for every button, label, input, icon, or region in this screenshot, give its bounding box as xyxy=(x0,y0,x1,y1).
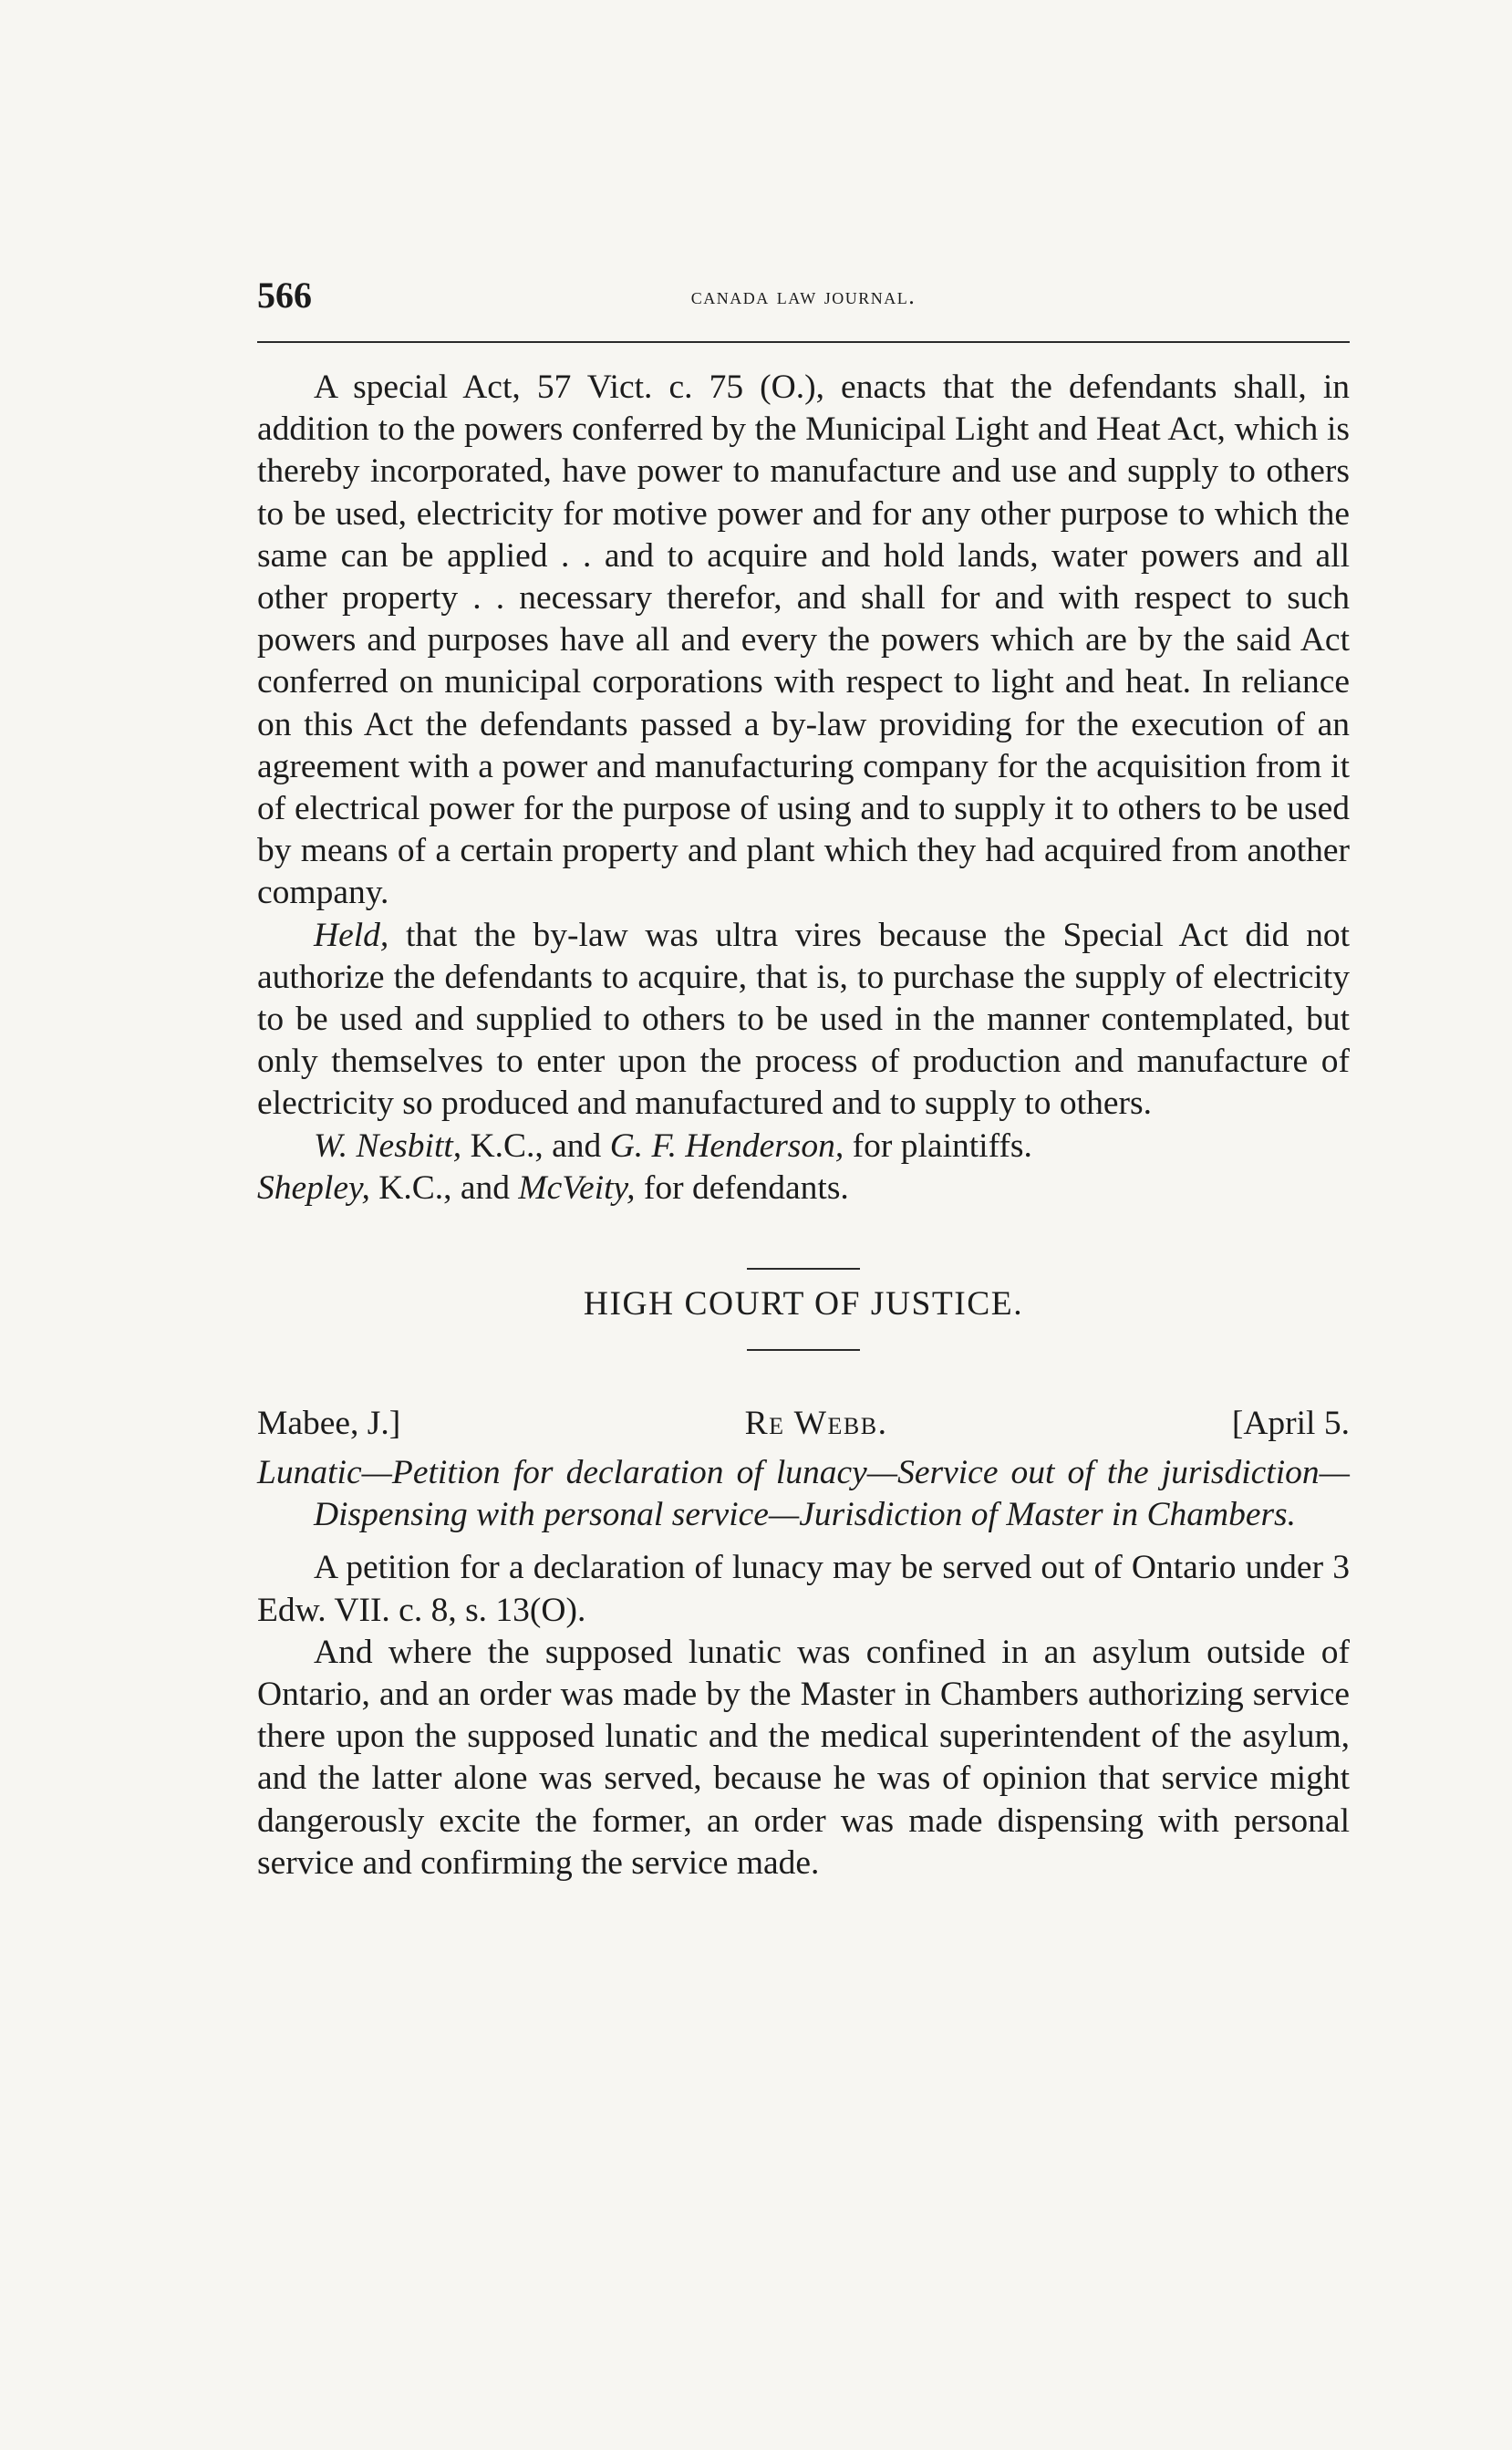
counsel-name: Shepley, xyxy=(257,1168,370,1207)
case-one-holding xyxy=(257,915,1350,1126)
case-two xyxy=(257,1404,1350,1884)
held-text: that the by-law was ultra vires because the Special Act did not authorize the defendants to acquire, that is, to purchase the supply of electricity to be used and supplied to others to be used in the manner contemplated, but only themselves to enter upon the process of production and manufacture of electricity so produced and manufactured and to supply to others. xyxy=(257,916,1350,1123)
case-one-facts: A special Act, 57 Vict. c. 75 (O.), enacts that the defendants shall, in addition to the powers conferred by the Municipal Light and Heat Act, which is thereby incorporated, have power to manufacture and use and supply to others to be used, electricity for motive power and for any other purpose to which the same can be applied . . and to acquire and hold lands, water powers and all other property . . necessary therefor, and shall for and with respect to such powers and purposes have all and every the powers which are by the said Act conferred on municipal corporations with respect to light and heat. In reliance on this Act the defendants passed a by-law providing for the execution of an agreement with a power and manufacturing company for the acquisition from it of electrical power for the purpose of using and to supply it to others to be used by means of a certain property and plant which they had acquired from another company. xyxy=(257,369,1350,912)
case-two-paragraph-two: And where the supposed lunatic was confined in an asylum outside of Ontario, and an order was made by the Master in Chambers authorizing service there upon the supposed lunatic and the medical superintendent of the asylum, and the latter alone was served, because he was of opinion that service might dangerously excite the former, an order was made dispensing with personal service and confirming the service made. xyxy=(257,1633,1350,1882)
section-heading: HIGH COURT OF JUSTICE. xyxy=(583,1285,1024,1324)
counsel-defendants xyxy=(257,1168,1350,1209)
page-number: 566 xyxy=(257,275,312,316)
counsel-joiner: K.C., and xyxy=(369,1168,519,1207)
case-headnote: Lunatic—Petition for declaration of lunacy—Service out of the jurisdiction—Dispensing with personal service—Jurisdiction of Master in Chambers. xyxy=(257,1454,1350,1534)
header-rule xyxy=(257,341,1350,343)
case-one xyxy=(257,367,1350,1209)
judge-name: Mabee, J.] xyxy=(257,1405,401,1443)
section-rule-bottom xyxy=(747,1349,860,1351)
case-two-paragraph-one: A petition for a declaration of lunacy may be served out of Ontario under 3 Edw. VII. c. 8, s. 13(O). xyxy=(257,1549,1350,1629)
counsel-joiner: K.C., and xyxy=(461,1126,610,1165)
counsel-name: W. Nesbitt, xyxy=(314,1126,462,1165)
page-header xyxy=(257,274,1350,325)
counsel-plaintiffs xyxy=(257,1126,1350,1168)
case-caption xyxy=(257,1404,1350,1443)
case-date: [April 5. xyxy=(1231,1405,1350,1443)
held-label: Held, xyxy=(314,916,389,954)
counsel-name: G. F. Henderson, xyxy=(609,1126,844,1165)
running-head: canada law journal. xyxy=(690,283,917,309)
journal-page xyxy=(257,274,1350,1884)
case-title: Re Webb. xyxy=(744,1405,888,1443)
section-rule-top xyxy=(747,1268,860,1270)
counsel-name: McVeity, xyxy=(518,1168,636,1207)
counsel-role: for plaintiffs. xyxy=(844,1126,1032,1165)
counsel-role: for defendants. xyxy=(635,1168,849,1207)
